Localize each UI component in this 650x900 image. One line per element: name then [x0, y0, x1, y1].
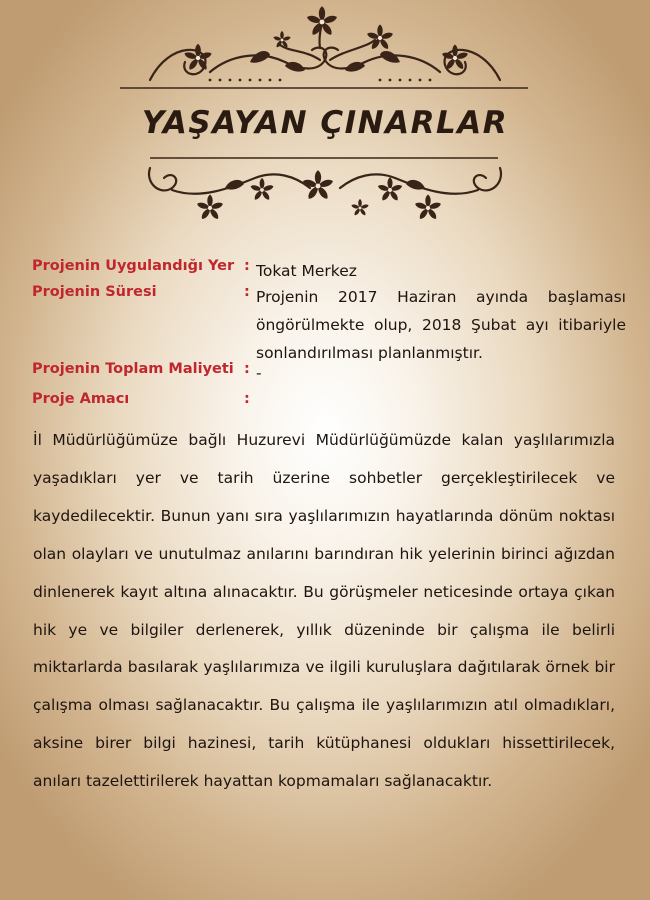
location-label: Projenin Uygulandığı Yer — [32, 258, 235, 274]
cost-colon: : — [244, 361, 250, 377]
purpose-label: Proje Amacı — [32, 391, 130, 407]
cost-value: - — [256, 364, 262, 382]
project-purpose-text: İl Müdürlüğümüze bağlı Huzurevi Müdürlüğümüzde kalan yaşlılarımızla yaşadıkları yer ve tarih üzerine sohbetler gerçekleştirilecek ve kaydedilecektir. Bunun yanı sıra yaşlılarımızın hayatlarında dönüm noktası olan olayları ve unutulmaz anılarını barındıran hik yelerinin birinci ağızdan dinlenerek kayıt altına alınacaktır. Bu görüşmeler neticesinde ortaya çıkan hik ye ve bilgiler derlenerek, yıllık düzeninde bir çalışma ile belirli miktarlarda basılarak yaşlılarımıza ve ilgili kuruluşlara dağıtılarak örnek bir çalışma olması sağlanacaktır. Bu çalışma ile yaşlılarımızın atıl olmadıkları, aksine birer bilgi hazinesi, tarih kütüphanesi oldukları hissettirilecek, anıları tazelettirilerek hayattan kopmamaları sağlanacaktır. — [33, 431, 615, 791]
duration-colon: : — [244, 284, 250, 300]
duration-value: Projenin 2017 Haziran ayında başlaması öngörülmekte olup, 2018 Şubat ayı itibariyle sonlandırılması planlanmıştır. — [256, 288, 626, 362]
location-colon: : — [244, 258, 250, 274]
duration-label: Projenin Süresi — [32, 284, 157, 300]
purpose-colon: : — [244, 391, 250, 407]
page-title: YAŞAYAN ÇINARLAR — [141, 105, 509, 141]
top-floral-ornament — [0, 0, 650, 100]
bottom-floral-ornament — [0, 148, 650, 228]
cost-label: Projenin Toplam Maliyeti — [32, 361, 234, 377]
location-value: Tokat Merkez — [256, 262, 357, 280]
